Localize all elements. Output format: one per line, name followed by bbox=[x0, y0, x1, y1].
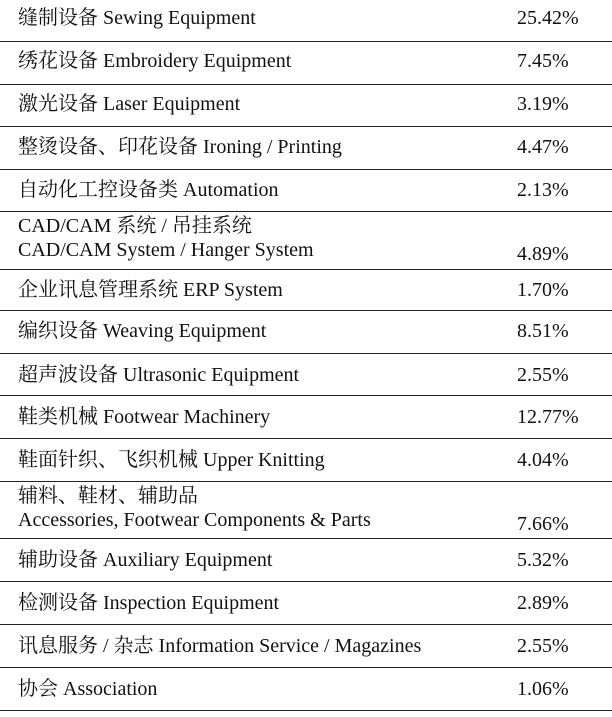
category-share: 7.66% bbox=[517, 513, 569, 535]
category-share: 1.70% bbox=[517, 279, 569, 301]
table-row bbox=[0, 539, 612, 582]
table-row bbox=[0, 85, 612, 127]
category-label bbox=[18, 448, 325, 472]
category-label bbox=[18, 49, 291, 73]
category-name: 整烫设备、印花设备 Ironing / Printing bbox=[18, 136, 342, 158]
category-share: 2.13% bbox=[517, 179, 569, 201]
category-share: 25.42% bbox=[517, 7, 579, 29]
category-share: 4.47% bbox=[517, 136, 569, 158]
category-name: 绣花设备 Embroidery Equipment bbox=[18, 50, 292, 72]
category-label bbox=[18, 278, 283, 302]
table-row bbox=[0, 396, 612, 439]
category-name-zh: CAD/CAM 系统 / 吊挂系统 bbox=[18, 215, 252, 237]
category-share: 12.77% bbox=[517, 406, 579, 428]
category-name: 鞋类机械 Footwear Machinery bbox=[18, 406, 271, 428]
table-row bbox=[0, 439, 612, 482]
category-name-zh: 辅料、鞋材、辅助品 bbox=[18, 485, 198, 507]
category-share: 4.89% bbox=[517, 243, 569, 265]
category-name: 协会 Association bbox=[18, 678, 158, 700]
table-row bbox=[0, 42, 612, 85]
table-row bbox=[0, 170, 612, 212]
category-name: 超声波设备 Ultrasonic Equipment bbox=[18, 364, 300, 386]
category-label bbox=[18, 135, 342, 159]
table-row bbox=[0, 582, 612, 625]
category-share: 2.55% bbox=[517, 635, 569, 657]
table-row bbox=[0, 127, 612, 170]
category-name-en: CAD/CAM System / Hanger System bbox=[18, 239, 314, 261]
category-name: 缝制设备 Sewing Equipment bbox=[18, 7, 256, 29]
category-label bbox=[18, 319, 266, 343]
table-row bbox=[0, 668, 612, 711]
category-share: 7.45% bbox=[517, 50, 569, 72]
category-share: 3.19% bbox=[517, 93, 569, 115]
category-share: 4.04% bbox=[517, 449, 569, 471]
category-share: 1.06% bbox=[517, 678, 569, 700]
category-label bbox=[18, 363, 299, 387]
category-share: 5.32% bbox=[517, 549, 569, 571]
category-name: 讯息服务 / 杂志 Information Service / Magazines bbox=[18, 635, 422, 657]
category-name: 鞋面针织、飞织机械 Upper Knitting bbox=[18, 449, 325, 471]
category-label bbox=[18, 6, 256, 30]
table-row bbox=[0, 625, 612, 668]
category-name: 检测设备 Inspection Equipment bbox=[18, 592, 280, 614]
category-label bbox=[18, 548, 272, 572]
category-label bbox=[18, 634, 421, 658]
category-name: 辅助设备 Auxiliary Equipment bbox=[18, 549, 273, 571]
category-label bbox=[18, 405, 270, 429]
category-share: 2.89% bbox=[517, 592, 569, 614]
category-name: 编织设备 Weaving Equipment bbox=[18, 320, 267, 342]
category-name: 激光设备 Laser Equipment bbox=[18, 93, 241, 115]
category-name: 企业讯息管理系统 ERP System bbox=[18, 279, 283, 301]
category-label bbox=[18, 214, 314, 262]
category-label bbox=[18, 484, 371, 532]
table-row bbox=[0, 212, 612, 270]
table-row bbox=[0, 482, 612, 539]
category-share: 8.51% bbox=[517, 320, 569, 342]
category-label bbox=[18, 677, 157, 701]
table-row bbox=[0, 354, 612, 396]
category-label bbox=[18, 591, 279, 615]
table-row bbox=[0, 311, 612, 354]
category-label bbox=[18, 92, 240, 116]
category-name-en: Accessories, Footwear Components & Parts bbox=[18, 509, 371, 531]
category-label bbox=[18, 178, 279, 202]
category-name: 自动化工控设备类 Automation bbox=[18, 179, 279, 201]
table-row bbox=[0, 0, 612, 42]
table-row bbox=[0, 270, 612, 311]
category-share: 2.55% bbox=[517, 364, 569, 386]
